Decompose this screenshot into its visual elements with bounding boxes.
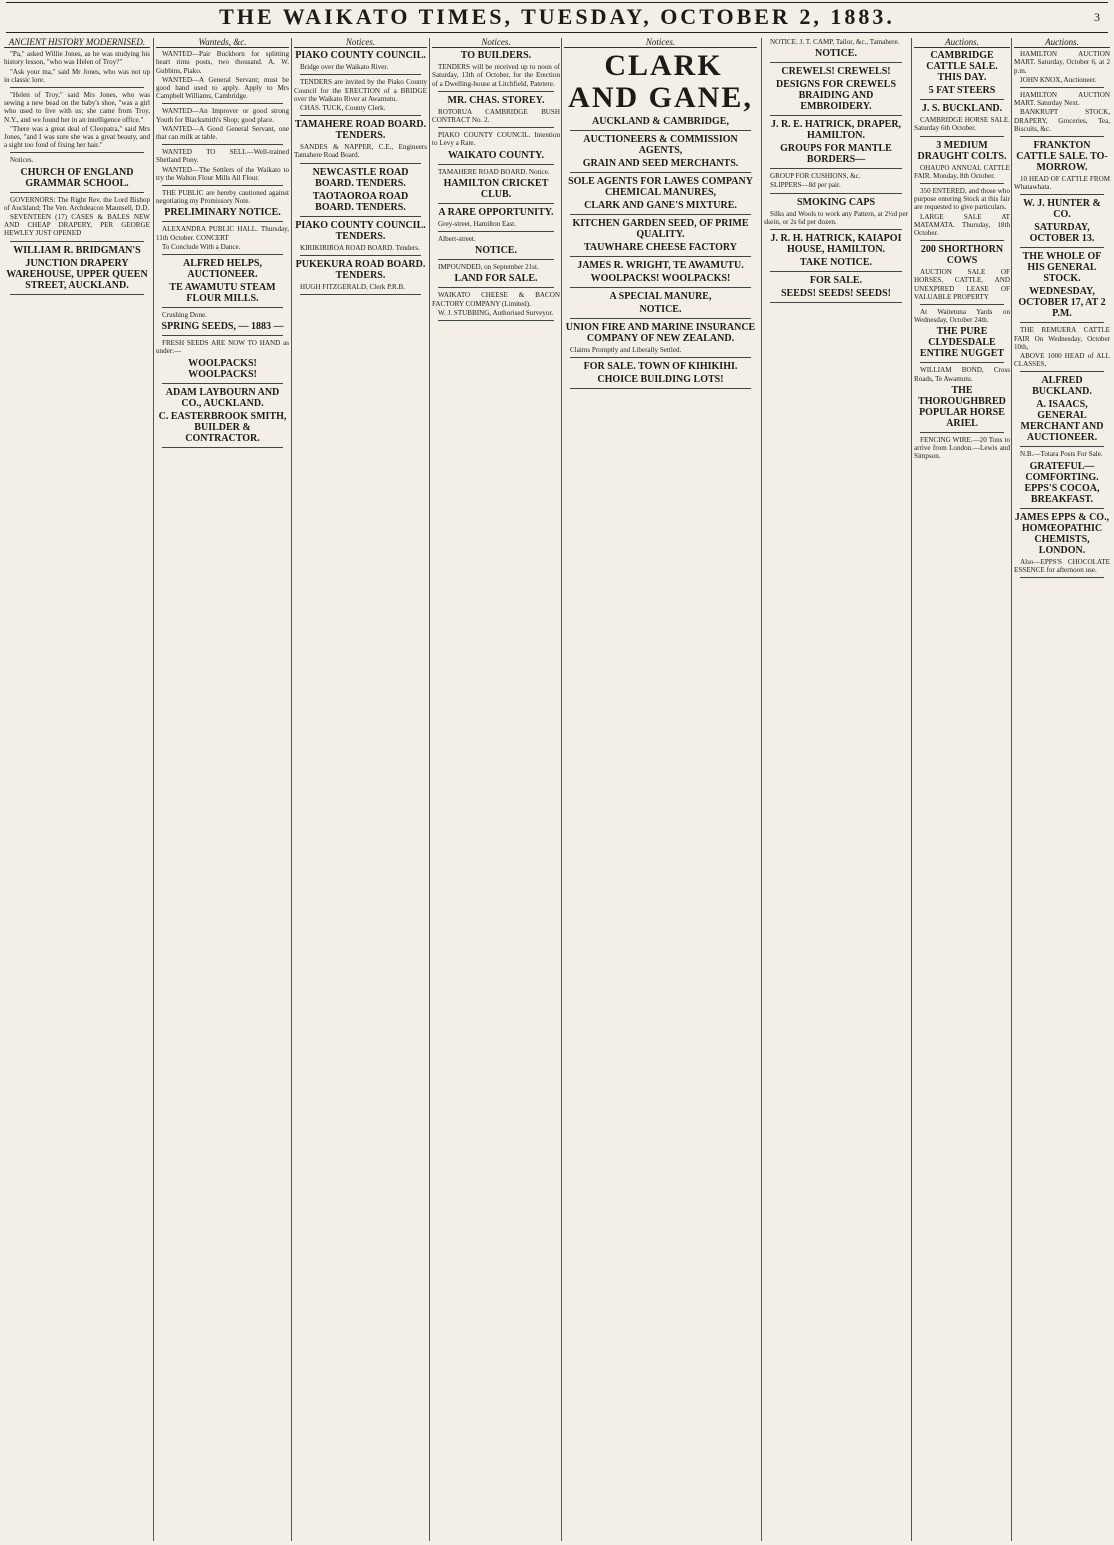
notice-text: ROTORUA CAMBRIDGE BUSH CONTRACT No. 2. — [432, 107, 560, 125]
notice-text: SLIPPERS—8d per pair. — [770, 181, 841, 190]
notice-text: THE WHOLE OF HIS GENERAL STOCK. — [1022, 251, 1102, 285]
separator — [1020, 194, 1104, 195]
separator — [300, 255, 421, 256]
separator — [770, 302, 902, 303]
separator — [570, 287, 751, 288]
separator — [770, 168, 902, 169]
column-2 — [156, 38, 289, 1541]
notice-text: N.B.—Totara Posts For Sale. — [1020, 450, 1103, 459]
separator — [920, 362, 1004, 363]
notice-text: PIAKO COUNTY COUNCIL. Intention to Levy a Rate. — [432, 131, 560, 148]
notice-text: TENDERS are invited by the Piako County Council for the ERECTION of a BRIDGE over the Waikato River at Awamutu. — [294, 78, 427, 103]
notice-text: SANDES & NAPPER, C.E., Engineers Tamahere Road Board. — [294, 143, 427, 160]
notice-text: J. S. BUCKLAND. — [921, 103, 1003, 115]
column-heading: Auctions. — [914, 38, 1010, 48]
notice-text: HAMILTON AUCTION MART. Saturday, October 6, at 2 p.m. — [1014, 50, 1110, 75]
separator — [1020, 577, 1104, 578]
notice-text: Claims Promptly and Liberally Settled. — [570, 346, 682, 355]
column-rule — [429, 38, 430, 1541]
separator — [570, 214, 751, 215]
separator — [570, 256, 751, 257]
column-4 — [432, 38, 560, 1541]
notice-text: TAKE NOTICE. — [799, 257, 873, 269]
notice-text: A RARE OPPORTUNITY. — [438, 206, 554, 218]
notice-text: A. ISAACS, GENERAL MERCHANT AND AUCTIONEER. — [1020, 399, 1104, 444]
separator — [162, 185, 283, 186]
notice-text: TO BUILDERS. — [460, 50, 532, 62]
notice-text: PUKEKURA ROAD BOARD. TENDERS. — [295, 258, 426, 281]
separator — [570, 388, 751, 389]
notice-text: WEDNESDAY, OCTOBER 17, AT 2 P.M. — [1018, 286, 1106, 320]
notice-text: CHAS. TUCK, County Clerk. — [300, 104, 386, 113]
notice-text: THE PURE CLYDESDALE ENTIRE NUGGET — [919, 326, 1005, 360]
notice-text: JAMES R. WRIGHT, TE AWAMUTU. — [577, 260, 744, 272]
notice-text: TE AWAMUTU STEAM FLOUR MILLS. — [169, 282, 276, 305]
notice-text: DESIGNS FOR CREWELS BRAIDING AND EMBROIDERY. — [775, 79, 897, 113]
notice-text: TENDERS will be received up to noon of Saturday, 13th of October, for the Erection of a Dwelling-house at Litchfield, Patetere. — [432, 63, 560, 88]
separator — [1020, 247, 1104, 248]
notice-text: C. EASTERBROOK SMITH, BUILDER & CONTRACTOR. — [158, 410, 287, 444]
masthead-rule-bottom — [6, 32, 1108, 33]
notice-text: JUNCTION DRAPERY WAREHOUSE, UPPER QUEEN STREET, AUCKLAND. — [6, 257, 148, 291]
separator — [770, 115, 902, 116]
notice-text: IMPOUNDED, on September 21st. — [438, 263, 539, 272]
notice-text: GOVERNORS: The Right Rev. the Lord Bishop of Auckland; The Ven. Archdeacon Maunsell, D.D. — [4, 195, 150, 212]
notice-text: CLARK AND GANE'S MIXTURE. — [584, 200, 737, 212]
column-rule — [153, 38, 154, 1541]
notice-text: 10 HEAD OF CATTLE FROM Whatawhata. — [1014, 175, 1110, 192]
notice-text: AUCTION SALE OF HORSES, CATTLE, AND UNEXPIRED LEASE OF VALUABLE PROPERTY — [914, 268, 1010, 301]
notice-text: PRELIMINARY NOTICE. — [164, 207, 281, 219]
notice-text: TAMAHERE ROAD BOARD. Notice. — [438, 167, 550, 176]
notice-text: Notices. — [10, 156, 34, 165]
notice-text: CHURCH OF ENGLAND GRAMMAR SCHOOL. — [20, 166, 134, 189]
notice-text: TAUWHARE CHEESE FACTORY — [583, 242, 737, 254]
notice-text: WANTED—A Good General Servant, one that can milk at table. — [156, 124, 289, 142]
notice-text: At Waitetuna Yards on Wednesday, October 24th. — [914, 308, 1010, 325]
notice-text: Albert-street. — [438, 235, 476, 244]
notice-text: Silks and Wools to work any Pattern, at 2½d per skein, or 2s 6d per dozen. — [764, 209, 908, 226]
separator — [438, 320, 554, 321]
notice-text: LAND FOR SALE. — [454, 273, 538, 285]
notice-text: CREWELS! CREWELS! — [781, 66, 891, 78]
notice-text: FOR SALE. TOWN OF KIHIKIHI. — [583, 361, 738, 373]
separator — [300, 163, 421, 164]
separator — [920, 240, 1004, 241]
separator — [770, 271, 902, 272]
notice-text: NOTICE. J. T. CAMP, Tailor, &c., Tamahere. — [770, 38, 900, 46]
notice-text: J. R. E. HATRICK, DRAPER, HAMILTON. — [770, 119, 902, 142]
column-8 — [1014, 38, 1110, 1541]
notice-text: WILLIAM R. BRIDGMAN'S — [13, 244, 141, 256]
notice-text: TAOTAOROA ROAD BOARD. TENDERS. — [312, 190, 409, 213]
column-heading: Auctions. — [1014, 38, 1110, 48]
notice-text: FRANKTON CATTLE SALE. TO-MORROW. — [1016, 140, 1108, 174]
separator — [10, 241, 144, 242]
separator — [438, 259, 554, 260]
column-heading: Wanteds, &c. — [156, 38, 289, 48]
notice-text: MR. CHAS. STOREY. — [447, 94, 545, 106]
newspaper-title: THE WAIKATO TIMES, TUESDAY, OCTOBER 2, 1883. — [219, 4, 895, 29]
notice-text: HUGH FITZGERALD, Clerk P.R.B. — [300, 282, 406, 291]
notice-text: NOTICE. — [815, 48, 857, 60]
separator — [570, 172, 751, 173]
separator — [438, 127, 554, 128]
notice-text: AUCKLAND & CAMBRIDGE, — [592, 116, 729, 128]
notice-text: "Ask your ma," said Mr Jones, who was not up in classic lore. — [4, 67, 150, 84]
notice-text: NOTICE. — [639, 304, 682, 316]
separator — [920, 304, 1004, 305]
separator — [770, 62, 902, 63]
column-heading: ANCIENT HISTORY MODERNISED. — [4, 38, 150, 48]
notice-text: CHOICE BUILDING LOTS! — [597, 374, 724, 386]
column-1 — [4, 38, 150, 1541]
separator — [1020, 322, 1104, 323]
separator — [10, 152, 144, 153]
notice-text: WAIKATO CHEESE & BACON FACTORY COMPANY (Limited). — [432, 291, 560, 308]
notice-text: THE PUBLIC are hereby cautioned against negotiating my Promissory Note. — [156, 189, 289, 206]
notice-text: FRESH SEEDS ARE NOW TO HAND as under:— — [156, 339, 289, 356]
separator — [438, 287, 554, 288]
separator — [770, 229, 902, 230]
notice-text: Also—EPPS'S CHOCOLATE ESSENCE for afternoon use. — [1014, 557, 1110, 574]
notice-text: WOOLPACKS! WOOLPACKS! — [590, 273, 731, 285]
separator — [920, 183, 1004, 184]
notice-text: J. R. H. HATRICK, KAIAPOI HOUSE, HAMILTON. — [770, 233, 902, 256]
notice-text: WANTED—Pair Buckhorn for splitting heart rimu posts, two thousand. A. W. Gubbins, Piako. — [156, 50, 289, 75]
column-3 — [294, 38, 427, 1541]
notice-text: SPRING SEEDS, — 1883 — — [161, 321, 284, 333]
column-rule — [761, 38, 762, 1541]
separator — [570, 318, 751, 319]
notice-text: OHAUPO ANNUAL CATTLE FAIR. Monday, 8th October. — [914, 163, 1010, 180]
column-rule — [911, 38, 912, 1541]
column-rule — [1011, 38, 1012, 1541]
column-5 — [564, 38, 757, 1541]
notice-text: WANTED TO SELL—Well-trained Shetland Pony. — [156, 148, 289, 165]
separator — [300, 115, 421, 116]
notice-text: THE THOROUGHBRED POPULAR HORSE ARIEL — [918, 384, 1006, 429]
separator — [300, 216, 421, 217]
notice-text: ABOVE 1000 HEAD of ALL CLASSES, — [1014, 352, 1110, 369]
notice-text: To Conclude With a Dance. — [162, 242, 241, 251]
column-rule — [561, 38, 562, 1541]
separator — [162, 144, 283, 145]
notice-text: SEEDS! SEEDS! SEEDS! — [780, 288, 892, 300]
notice-text: ALFRED HELPS, AUCTIONEER. — [183, 258, 262, 281]
separator — [300, 74, 421, 75]
notice-text: "Helen of Troy," said Mrs Jones, who was sewing a new bead on the baby's shoe, "was a girl who used to live with us; she came from Troy, N.Y., and we found her in an intelligence office." — [4, 91, 150, 124]
notice-text: ADAM LAYBOURN AND CO., AUCKLAND. — [165, 386, 280, 409]
notice-text: GROUPS FOR MANTLE BORDERS— — [780, 143, 892, 166]
separator — [438, 231, 554, 232]
separator — [438, 203, 554, 204]
notice-text: SMOKING CAPS — [796, 196, 876, 208]
separator — [920, 136, 1004, 137]
separator — [770, 193, 902, 194]
masthead-rule-top — [6, 2, 1108, 3]
separator — [570, 357, 751, 358]
notice-text: KIRIKIRIROA ROAD BOARD. Tenders. — [300, 243, 420, 252]
notice-text: UNION FIRE AND MARINE INSURANCE COMPANY OF NEW ZEALAND. — [565, 322, 756, 345]
masthead — [0, 0, 1114, 34]
notice-text: 200 SHORTHORN COWS — [920, 244, 1004, 267]
notice-text: Grey-street, Hamilton East. — [438, 219, 517, 228]
notice-text: ALFRED BUCKLAND. — [1032, 375, 1092, 398]
notice-text: HAMILTON CRICKET CLUB. — [443, 177, 549, 200]
notice-text: LARGE SALE AT MATAMATA. Thursday, 18th October. — [914, 212, 1010, 238]
notice-text: NEWCASTLE ROAD BOARD. TENDERS. — [312, 166, 409, 189]
separator — [162, 383, 283, 384]
separator — [920, 99, 1004, 100]
separator — [1020, 87, 1104, 88]
separator — [162, 447, 283, 448]
notice-text: WOOLPACKS! WOOLPACKS! — [188, 357, 257, 380]
notice-text: AUCTIONEERS & COMMISSION AGENTS, — [583, 134, 738, 157]
separator — [438, 91, 554, 92]
notice-text: SOLE AGENTS FOR LAWES COMPANY CHEMICAL MANURES, — [568, 176, 753, 199]
notice-text: Crushing Done. — [162, 311, 207, 320]
separator — [1020, 508, 1104, 509]
columns-area — [4, 38, 1110, 1541]
separator — [162, 254, 283, 255]
notice-text: W. J. HUNTER & CO. — [1023, 198, 1101, 221]
separator — [162, 307, 283, 308]
notice-text: 5 FAT STEERS — [928, 85, 996, 97]
separator — [300, 294, 421, 295]
column-heading: Notices. — [432, 38, 560, 48]
separator — [10, 192, 144, 193]
notice-text: A SPECIAL MANURE, — [609, 291, 712, 303]
notice-text: "Pa," asked Willie Jones, as he was studying his history lesson, "who was Helen of Troy?" — [4, 50, 150, 67]
separator — [1020, 136, 1104, 137]
notice-text: 350 ENTERED, and those who purpose entering Stock at this fair are requested to give particulars. — [914, 187, 1010, 212]
notice-text: JAMES EPPS & CO., HOMŒOPATHIC CHEMISTS, LONDON. — [1014, 511, 1110, 556]
notice-text: ALEXANDRA PUBLIC HALL. Thursday, 11th October. CONCERT — [156, 225, 289, 242]
notice-text: WANTED—A General Servant; must be good hand used to apply. Apply to Mrs Campbell Williams, Cambridge. — [156, 75, 289, 101]
notice-text: GRAIN AND SEED MERCHANTS. — [582, 158, 739, 170]
notice-text: CAMBRIDGE CATTLE SALE. THIS DAY. — [926, 50, 998, 84]
notice-text: WANTED—An Improver or good strong Youth for Blacksmith's Shop; good place. — [156, 107, 289, 124]
notice-text: GRATEFUL—COMFORTING. EPPS'S COCOA, BREAKFAST. — [1024, 460, 1100, 505]
column-7 — [914, 38, 1010, 1541]
notice-text: BANKRUPT STOCK, DRAPERY, Groceries, Tea, Biscuits, &c. — [1014, 108, 1110, 133]
notice-text: Bridge over the Waikato River. — [300, 63, 389, 72]
notice-text: WAIKATO COUNTY. — [448, 149, 544, 161]
notice-text: CLARK AND GANE, — [568, 49, 753, 115]
notice-text: WANTED—The Settlers of the Waikato to try the Walton Flour Mills All Flour. — [156, 165, 289, 182]
notice-text: THE REMUERA CATTLE FAIR On Wednesday, October 10th, — [1014, 326, 1110, 351]
notice-text: GROUP FOR CUSHIONS, &c. — [770, 172, 861, 181]
notice-text: CAMBRIDGE HORSE SALE. Saturday 6th October. — [914, 116, 1010, 133]
notice-text: JOHN KNOX, Auctioneer. — [1020, 75, 1097, 84]
separator — [920, 432, 1004, 433]
notice-text: NOTICE. — [475, 245, 517, 257]
separator — [1020, 371, 1104, 372]
notice-text: PIAKO COUNTY COUNCIL. — [295, 50, 426, 62]
notice-text: TAMAHERE ROAD BOARD. TENDERS. — [294, 119, 427, 142]
separator — [10, 294, 144, 295]
column-heading: Notices. — [564, 38, 757, 48]
notice-text: WILLIAM BOND, Cross Roads, Te Awamutu. — [914, 366, 1010, 383]
notice-text: FENCING WIRE.—20 Tons to arrive from London.—Lewis and Simpson. — [914, 435, 1010, 461]
notice-text: W. J. STUBBING, Authorised Surveyor. — [438, 308, 554, 317]
notice-text: PIAKO COUNTY COUNCIL. TENDERS. — [295, 219, 426, 242]
column-heading: Notices. — [294, 38, 427, 48]
separator — [10, 87, 144, 88]
notice-text: HAMILTON AUCTION MART. Saturday Next. — [1014, 91, 1110, 108]
separator — [162, 103, 283, 104]
notice-text: SATURDAY, OCTOBER 13. — [1029, 222, 1095, 245]
notice-text: FOR SALE. — [809, 275, 863, 287]
notice-text: 3 MEDIUM DRAUGHT COLTS. — [917, 139, 1007, 162]
page-number: 3 — [1094, 10, 1100, 24]
notice-text: "There was a great deal of Cleopatra," said Mrs Jones, "and I was sure she was a great beauty, and a sight too fond of fixing her hair." — [4, 124, 150, 150]
column-rule — [291, 38, 292, 1541]
separator — [162, 221, 283, 222]
separator — [162, 335, 283, 336]
notice-text: KITCHEN GARDEN SEED, OF PRIME QUALITY. — [572, 218, 749, 241]
separator — [570, 130, 751, 131]
separator — [438, 164, 554, 165]
notice-text: SEVENTEEN (17) CASES & BALES NEW AND CHEAP DRAPERY, PER GEORGE HEWLEY JUST OPENED — [4, 213, 150, 238]
separator — [1020, 446, 1104, 447]
column-6 — [764, 38, 908, 1541]
